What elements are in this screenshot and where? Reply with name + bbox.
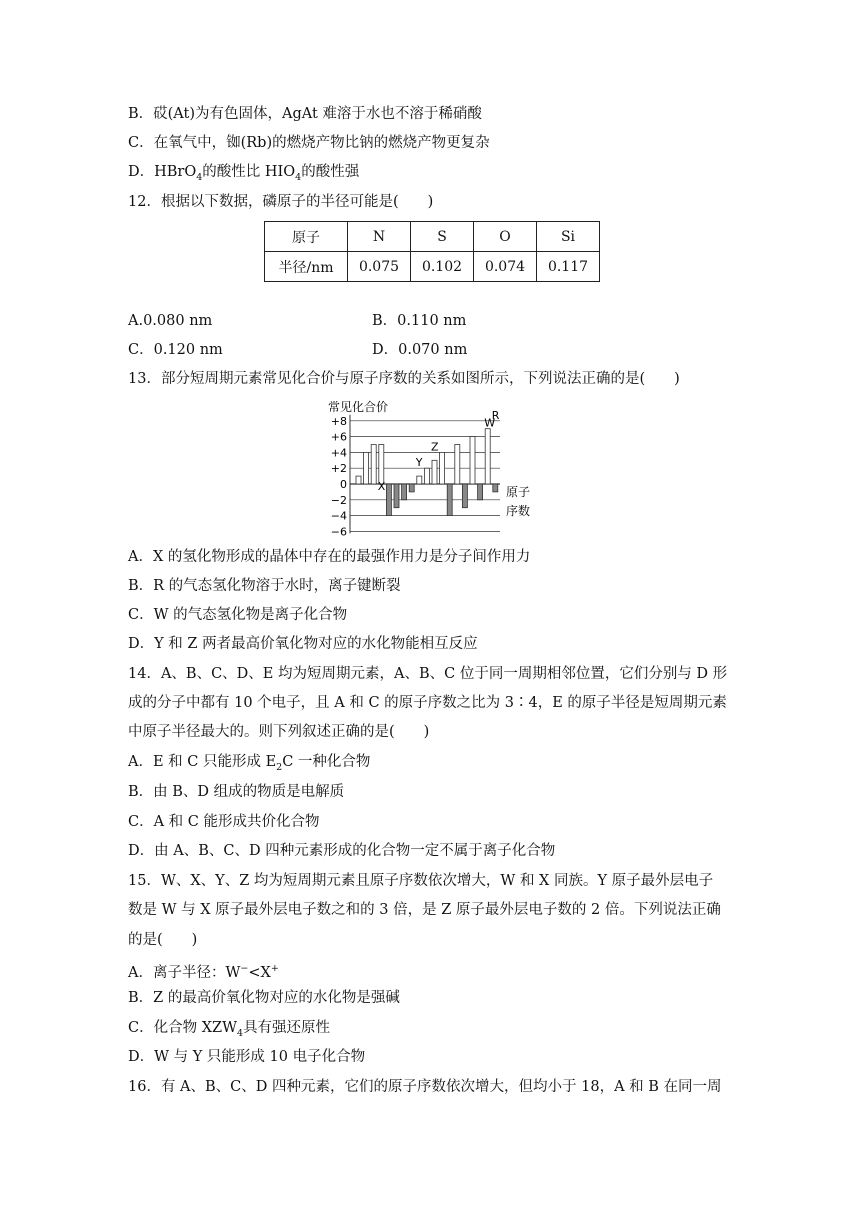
x-axis-label-line1: 原子 <box>506 485 531 499</box>
table-cell: 0.075 <box>348 252 411 282</box>
element-label: Z <box>431 440 439 454</box>
table-cell: 半径/nm <box>265 252 348 282</box>
y-tick-label: −2 <box>330 493 347 507</box>
valence-chart <box>320 398 540 538</box>
option-15-c <box>128 1018 330 1044</box>
table-header-row <box>265 222 600 252</box>
text: 的酸性比 HIO <box>202 164 296 180</box>
valence-bar <box>409 484 414 492</box>
question-16-line1: 16．有 A、B、C、D 四种元素，它们的原子序数依次增大，但均小于 18，A 和 B 在同一周 <box>128 1079 722 1095</box>
option-13-d: D．Y 和 Z 两者最高价氧化物对应的水化物能相互反应 <box>128 636 478 652</box>
question-14-line2: 成的分子中都有 10 个电子，且 A 和 C 的原子序数之比为 3∶4，E 的原子半径是短周期元素 <box>128 695 727 711</box>
valence-bar <box>447 484 452 516</box>
valence-bar <box>485 429 490 484</box>
valence-bar <box>493 484 498 492</box>
text: 的酸性强 <box>301 164 360 180</box>
option-13-b: B．R 的气态氢化物溶于水时，离子键断裂 <box>128 578 401 594</box>
x-axis-label-line2: 序数 <box>506 504 531 518</box>
option-15-b: B．Z 的最高价氧化物对应的水化物是强碱 <box>128 990 400 1006</box>
valence-bar <box>379 445 384 485</box>
radius-table <box>264 221 600 282</box>
valence-bar <box>371 445 376 485</box>
chart-bars <box>356 429 498 516</box>
y-tick-label: +2 <box>330 462 347 476</box>
superscript: − <box>240 963 249 974</box>
valence-bar <box>440 452 445 484</box>
question-13: 13．部分短周期元素常见化合价与原子序数的关系如图所示，下列说法正确的是( ) <box>128 371 680 387</box>
superscript: + <box>270 963 279 974</box>
y-tick-label: +4 <box>330 446 347 460</box>
question-15-line2: 数是 W 与 X 原子最外层电子数之和的 3 倍，是 Z 原子最外层电子数的 2 倍。下列说法正确 <box>128 902 721 918</box>
valence-bar <box>432 460 437 484</box>
option-12-c: C．0.120 nm <box>128 342 223 358</box>
table-cell: O <box>474 222 537 252</box>
chart-y-axis <box>331 415 350 538</box>
valence-bar <box>424 468 429 484</box>
question-15-line1: 15．W、X、Y、Z 均为短周期元素且原子序数依次增大，W 和 X 同族。Y 原子最外层电子 <box>128 873 714 889</box>
y-tick-label: −4 <box>330 509 347 523</box>
question-14-line1: 14．A、B、C、D、E 均为短周期元素，A、B、C 位于同一周期相邻位置，它们分别与 D 形 <box>128 666 728 682</box>
text: C．化合物 XZW <box>128 1020 238 1036</box>
option-14-b: B．由 B、D 组成的物质是电解质 <box>128 784 345 800</box>
table-cell: 0.102 <box>411 252 474 282</box>
valence-bar <box>394 484 399 508</box>
valence-bar <box>364 452 369 484</box>
text: D．HBrO <box>128 164 197 180</box>
valence-bar <box>462 484 467 508</box>
option-13-c: C．W 的气态氢化物是离子化合物 <box>128 607 348 623</box>
element-label: W <box>484 416 496 430</box>
question-14-line3: 中原子半径最大的。则下列叙述正确的是( ) <box>128 724 430 740</box>
valence-bar <box>455 445 460 485</box>
option-14-c: C．A 和 C 能形成共价化合物 <box>128 814 320 830</box>
question-15-line3: 的是( ) <box>128 932 198 948</box>
y-tick-label: +6 <box>330 430 347 444</box>
table-cell: Si <box>537 222 600 252</box>
y-tick-label: +8 <box>330 414 347 428</box>
table-cell: 0.074 <box>474 252 537 282</box>
option-14-d: D．由 A、B、C、D 四种元素形成的化合物一定不属于离子化合物 <box>128 843 556 859</box>
option-11-c: C．在氧气中，铷(Rb)的燃烧产物比钠的燃烧产物更复杂 <box>128 135 490 151</box>
element-label: X <box>377 479 386 493</box>
valence-bar <box>402 484 407 500</box>
text: A．E 和 C 只能形成 E <box>128 754 277 770</box>
valence-bar <box>386 484 391 516</box>
subscript: 2 <box>276 761 283 773</box>
subscript: 4 <box>196 171 203 183</box>
text: 具有强还原性 <box>243 1020 331 1036</box>
option-14-a <box>128 752 370 778</box>
option-12-b: B．0.110 nm <box>372 313 467 329</box>
valence-bar <box>470 437 475 484</box>
option-15-d: D．W 与 Y 只能形成 10 电子化合物 <box>128 1049 366 1065</box>
chart-element-labels <box>378 409 500 493</box>
text: C 一种化合物 <box>282 754 371 770</box>
valence-bar <box>417 476 422 484</box>
option-12-d: D．0.070 nm <box>372 342 468 358</box>
table-cell: 0.117 <box>537 252 600 282</box>
option-15-a <box>128 959 279 983</box>
text: A．离子半径：W <box>128 964 241 981</box>
y-tick-label: 0 <box>340 478 347 491</box>
valence-bar <box>356 476 361 484</box>
option-11-b: B．砹(At)为有色固体，AgAt 难溶于水也不溶于稀硝酸 <box>128 106 482 122</box>
y-tick-label: −6 <box>330 525 347 538</box>
text: <X <box>248 964 271 981</box>
element-label: Y <box>415 456 423 470</box>
table-cell: S <box>411 222 474 252</box>
chart-title: 常见化合价 <box>328 400 389 414</box>
table-cell: N <box>348 222 411 252</box>
option-12-a: A.0.080 nm <box>128 313 213 329</box>
table-cell: 原子 <box>265 222 348 252</box>
option-13-a: A．X 的氢化物形成的晶体中存在的最强作用力是分子间作用力 <box>128 549 531 565</box>
valence-bar <box>478 484 483 500</box>
subscript: 4 <box>237 1027 244 1039</box>
table-row <box>265 252 600 282</box>
question-12: 12．根据以下数据，磷原子的半径可能是( ) <box>128 194 434 210</box>
element-label: R <box>491 408 500 422</box>
option-11-d <box>128 162 359 188</box>
subscript: 4 <box>295 171 302 183</box>
